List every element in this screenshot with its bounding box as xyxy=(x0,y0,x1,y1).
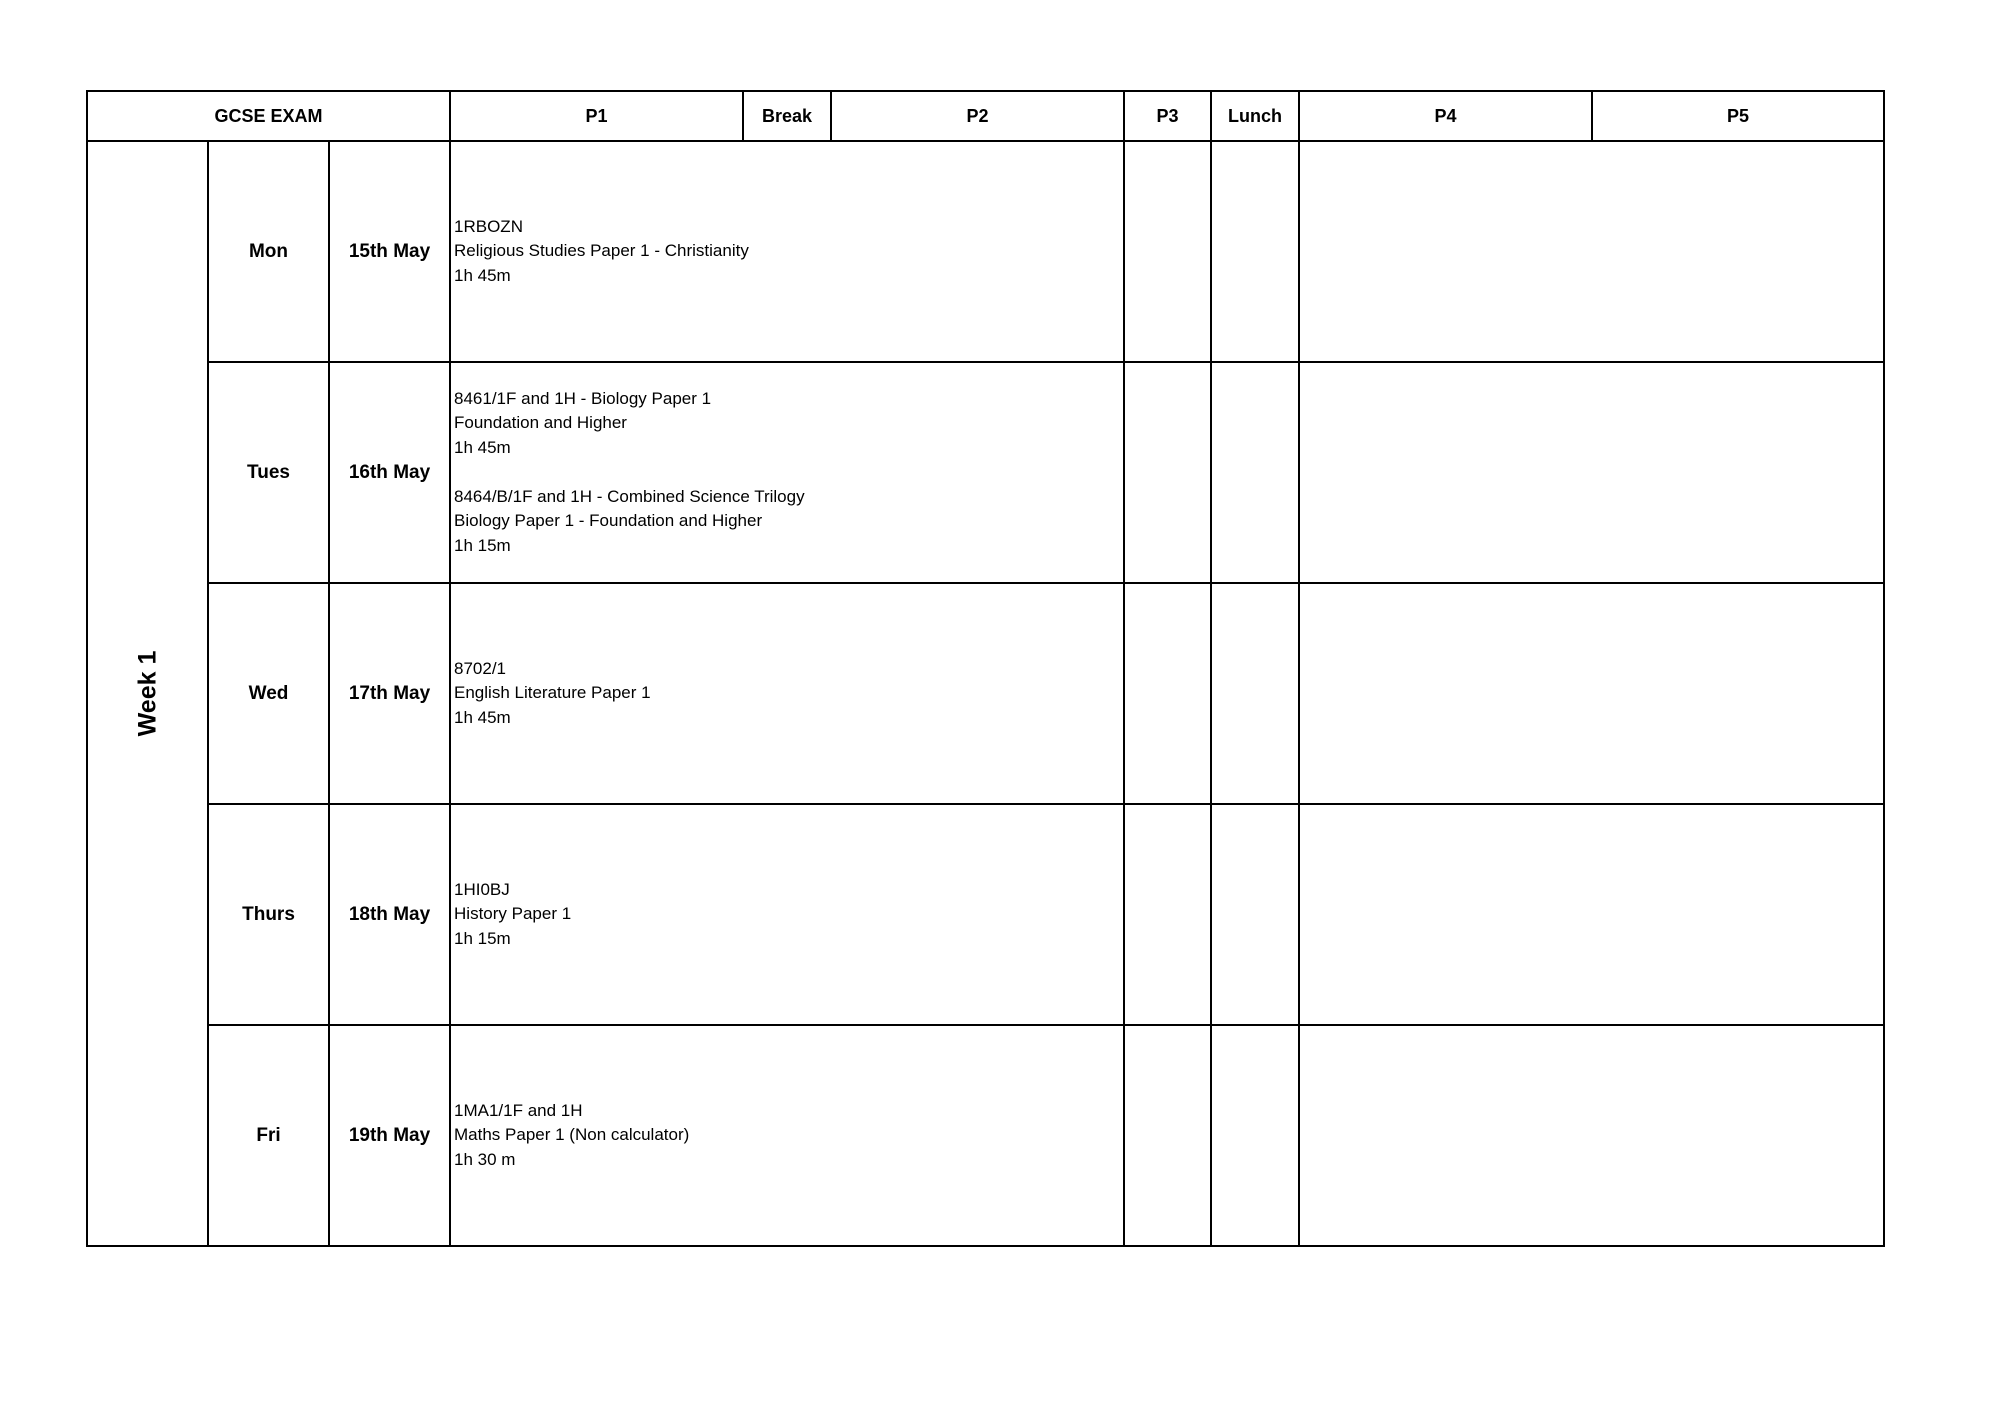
exam-cell xyxy=(450,583,1124,804)
exam-entry xyxy=(454,878,1123,952)
exam-duration: 1h 30 m xyxy=(454,1149,516,1169)
table-row xyxy=(87,804,1884,1025)
exam-title: Religious Studies Paper 1 - Christianity xyxy=(454,241,749,261)
exam-entry xyxy=(454,1099,1123,1173)
exam-title: Biology Paper 1 - Foundation and Higher xyxy=(454,511,763,531)
day-cell: Mon xyxy=(208,141,329,362)
exam-entry xyxy=(454,215,1123,289)
exam-entry xyxy=(454,387,1123,461)
exam-timetable xyxy=(86,90,1885,1247)
exam-entry xyxy=(454,657,1123,731)
week-label-cell xyxy=(87,141,208,1246)
date-cell: 17th May xyxy=(329,583,450,804)
exam-code: 8702/1 xyxy=(454,658,507,678)
exam-title: Foundation and Higher xyxy=(454,413,627,433)
exam-cell xyxy=(450,804,1124,1025)
exam-duration: 1h 45m xyxy=(454,437,511,457)
header-period-p4: P4 xyxy=(1299,91,1592,141)
p4-p5-cell xyxy=(1299,804,1884,1025)
header-title: GCSE EXAM xyxy=(87,91,450,141)
p3-cell xyxy=(1124,804,1211,1025)
exam-duration: 1h 15m xyxy=(454,535,511,555)
exam-entry xyxy=(454,485,1123,559)
exam-code: 1MA1/1F and 1H xyxy=(454,1100,583,1120)
lunch-cell xyxy=(1211,804,1299,1025)
date-cell: 15th May xyxy=(329,141,450,362)
lunch-cell xyxy=(1211,1025,1299,1246)
exam-cell xyxy=(450,1025,1124,1246)
p3-cell xyxy=(1124,583,1211,804)
day-cell: Fri xyxy=(208,1025,329,1246)
p4-p5-cell xyxy=(1299,141,1884,362)
date-cell: 16th May xyxy=(329,362,450,583)
table-row xyxy=(87,362,1884,583)
day-cell: Tues xyxy=(208,362,329,583)
exam-code: 8461/1F and 1H - Biology Paper 1 xyxy=(454,388,712,408)
exam-code: 8464/B/1F and 1H - Combined Science Trilogy xyxy=(454,486,805,506)
week-label: Week 1 xyxy=(133,650,161,737)
p3-cell xyxy=(1124,1025,1211,1246)
lunch-cell xyxy=(1211,583,1299,804)
exam-cell xyxy=(450,141,1124,362)
table-row xyxy=(87,1025,1884,1246)
exam-duration: 1h 45m xyxy=(454,707,511,727)
header-period-p2: P2 xyxy=(831,91,1124,141)
exam-duration: 1h 45m xyxy=(454,265,511,285)
day-cell: Wed xyxy=(208,583,329,804)
date-cell: 19th May xyxy=(329,1025,450,1246)
exam-code: 1RBOZN xyxy=(454,216,523,236)
table-row xyxy=(87,141,1884,362)
p3-cell xyxy=(1124,141,1211,362)
exam-title: Maths Paper 1 (Non calculator) xyxy=(454,1125,690,1145)
header-period-break: Break xyxy=(743,91,831,141)
table-row xyxy=(87,583,1884,804)
header-period-p5: P5 xyxy=(1592,91,1884,141)
lunch-cell xyxy=(1211,141,1299,362)
exam-code: 1HI0BJ xyxy=(454,879,510,899)
exam-duration: 1h 15m xyxy=(454,928,511,948)
p3-cell xyxy=(1124,362,1211,583)
day-cell: Thurs xyxy=(208,804,329,1025)
exam-cell xyxy=(450,362,1124,583)
p4-p5-cell xyxy=(1299,1025,1884,1246)
exam-title: English Literature Paper 1 xyxy=(454,683,651,703)
header-period-p1: P1 xyxy=(450,91,743,141)
header-period-p3: P3 xyxy=(1124,91,1211,141)
header-row xyxy=(87,91,1884,141)
exam-title: History Paper 1 xyxy=(454,904,572,924)
p4-p5-cell xyxy=(1299,583,1884,804)
p4-p5-cell xyxy=(1299,362,1884,583)
header-period-lunch: Lunch xyxy=(1211,91,1299,141)
lunch-cell xyxy=(1211,362,1299,583)
date-cell: 18th May xyxy=(329,804,450,1025)
